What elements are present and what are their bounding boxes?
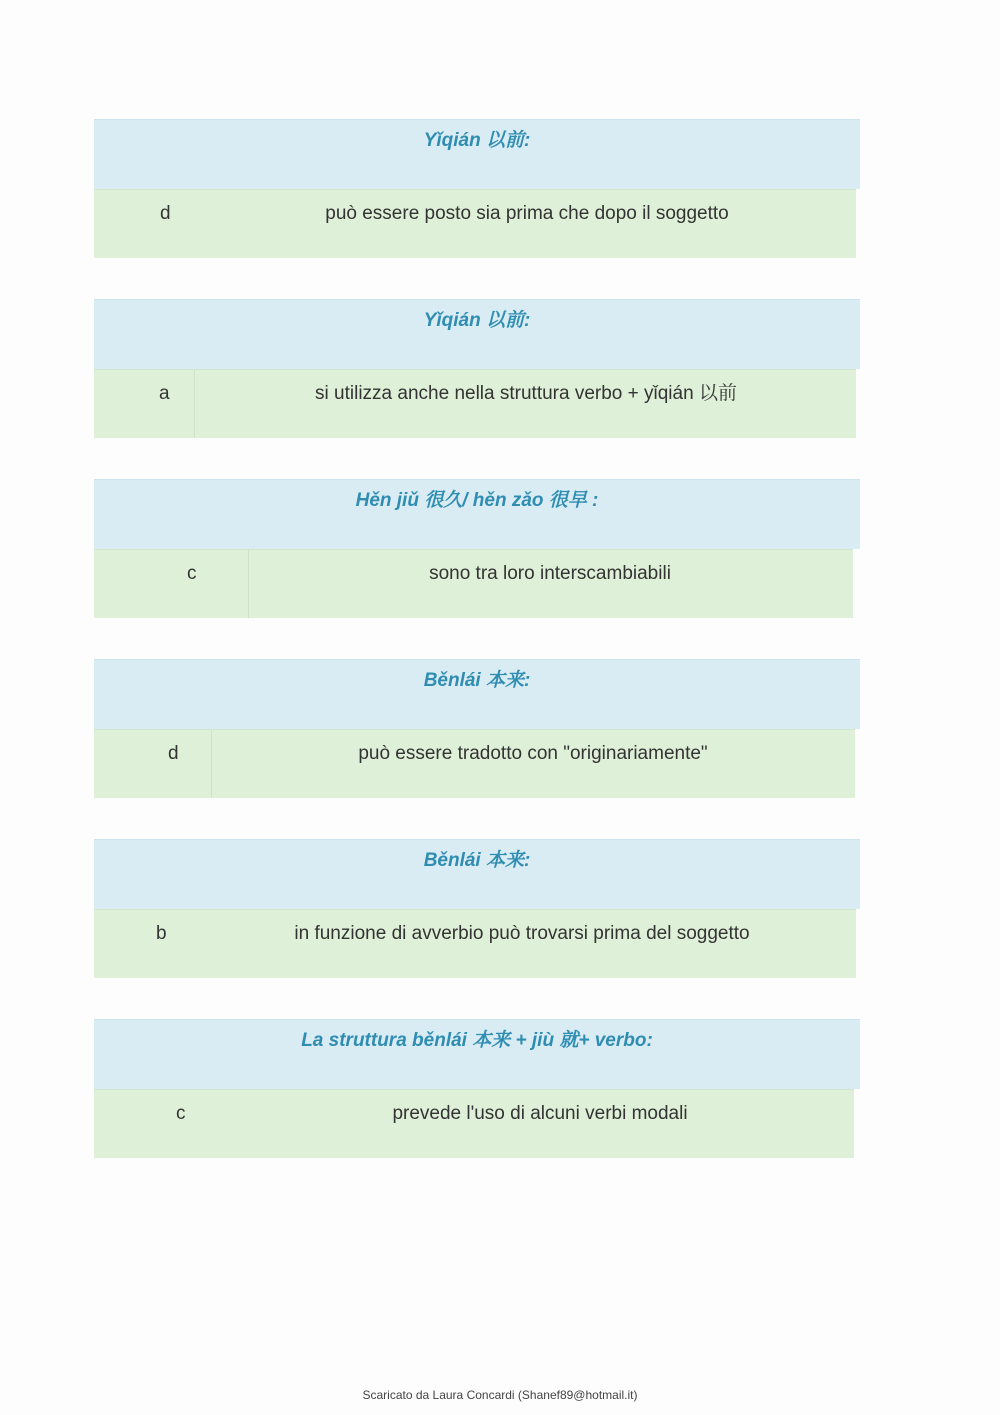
question-card-1 [94, 119, 860, 258]
answer-text: sono tra loro interscambiabili [429, 563, 671, 584]
question-card-4 [94, 659, 860, 798]
answer-text: può essere tradotto con "originariamente" [358, 743, 708, 764]
question-card-3 [94, 479, 860, 618]
answer-row [94, 1089, 854, 1158]
answer-letter: a [159, 383, 170, 404]
answer-text: può essere posto sia prima che dopo il soggetto [325, 203, 729, 224]
question-header [94, 479, 860, 549]
answer-row [94, 189, 856, 258]
column-divider [211, 730, 212, 798]
question-header [94, 299, 860, 369]
question-title: Yǐqián 以前: [423, 310, 531, 331]
column-divider [248, 550, 249, 618]
answer-row [94, 369, 856, 438]
question-title: Běnlái 本来: [423, 670, 531, 691]
question-card-5 [94, 839, 860, 978]
answer-letter: d [168, 743, 179, 764]
question-header [94, 1019, 860, 1089]
answer-letter: d [160, 203, 171, 224]
question-title: Běnlái 本来: [423, 850, 531, 871]
question-title: Hěn jiǔ 很久/ hěn zǎo 很早 : [355, 490, 599, 511]
answer-row [94, 729, 855, 798]
question-title: La struttura běnlái 本来 + jiù 就+ verbo: [301, 1030, 653, 1051]
question-header [94, 659, 860, 729]
answer-letter: c [187, 563, 197, 584]
answer-text: in funzione di avverbio può trovarsi prima del soggetto [294, 923, 750, 944]
answer-letter: c [176, 1103, 186, 1124]
question-title: Yǐqián 以前: [423, 130, 531, 151]
question-header [94, 839, 860, 909]
download-footer: Scaricato da Laura Concardi (Shanef89@hotmail.it) [362, 1388, 638, 1402]
question-card-2 [94, 299, 860, 438]
answer-row [94, 549, 853, 618]
answer-text: si utilizza anche nella struttura verbo + yǐqián 以前 [315, 383, 737, 404]
answer-text: prevede l'uso di alcuni verbi modali [392, 1103, 688, 1124]
column-divider [194, 370, 195, 438]
answer-letter: b [156, 923, 167, 944]
question-card-6 [94, 1019, 860, 1158]
question-header [94, 119, 860, 189]
answer-row [94, 909, 856, 978]
